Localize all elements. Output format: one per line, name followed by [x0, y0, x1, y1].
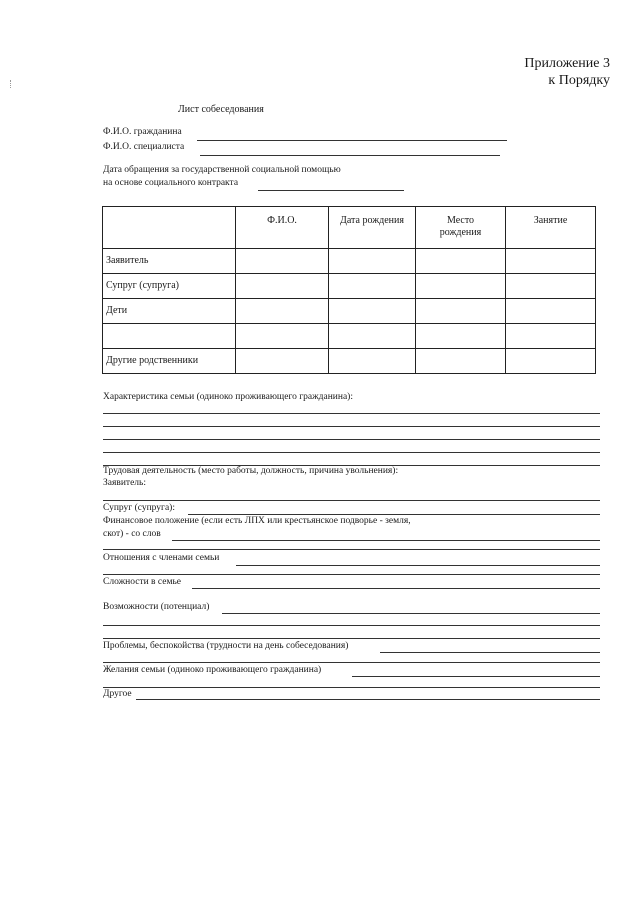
table-header-occupation: Занятие — [506, 207, 596, 249]
difficulties-line[interactable] — [192, 588, 600, 589]
financial-line[interactable] — [172, 540, 600, 541]
table-cell[interactable] — [236, 274, 329, 299]
problems-line[interactable] — [103, 662, 600, 663]
application-date-label-1: Дата обращения за государственной социальной помощью — [103, 165, 341, 175]
application-date-label-2: на основе социального контракта — [103, 178, 239, 188]
table-header-row — [103, 207, 596, 249]
wishes-label: Желания семьи (одиноко проживающего гражданина) — [103, 665, 322, 675]
table-header-cell — [103, 207, 236, 249]
table-cell[interactable] — [506, 324, 596, 349]
relations-line[interactable] — [103, 574, 600, 575]
family-line[interactable] — [103, 426, 600, 427]
table-cell[interactable] — [506, 249, 596, 274]
table-row — [103, 249, 596, 274]
other-line[interactable] — [136, 699, 600, 700]
relations-line[interactable] — [236, 565, 600, 566]
table-row — [103, 349, 596, 374]
financial-line[interactable] — [103, 549, 600, 550]
table-cell[interactable] — [506, 349, 596, 374]
spouse-line[interactable] — [188, 514, 600, 515]
potential-line[interactable] — [222, 613, 600, 614]
table-cell[interactable] — [416, 274, 506, 299]
table-cell[interactable] — [416, 324, 506, 349]
table-header-fio: Ф.И.О. — [236, 207, 329, 249]
table-cell[interactable] — [329, 249, 416, 274]
row-label-empty — [103, 324, 236, 349]
table-cell[interactable] — [329, 324, 416, 349]
table-cell[interactable] — [236, 299, 329, 324]
applicant-line[interactable] — [103, 500, 600, 501]
appendix-title: Приложение 3 — [524, 56, 610, 71]
table-cell[interactable] — [506, 274, 596, 299]
table-header-birth-date: Дата рождения — [329, 207, 416, 249]
problems-label: Проблемы, беспокойства (трудности на день собеседования) — [103, 641, 349, 651]
citizen-fio-line[interactable] — [197, 140, 507, 141]
scan-artifact — [10, 80, 13, 88]
wishes-line[interactable] — [103, 687, 600, 688]
other-label: Другое — [103, 689, 132, 699]
application-date-line[interactable] — [258, 190, 404, 191]
table-row — [103, 324, 596, 349]
family-line[interactable] — [103, 413, 600, 414]
potential-line[interactable] — [103, 638, 600, 639]
specialist-fio-label: Ф.И.О. специалиста — [103, 142, 185, 152]
table-cell[interactable] — [416, 299, 506, 324]
potential-label: Возможности (потенциал) — [103, 602, 210, 612]
labor-activity-label: Трудовая деятельность (место работы, должность, причина увольнения): — [103, 466, 399, 476]
problems-line[interactable] — [380, 652, 600, 653]
wishes-line[interactable] — [352, 676, 600, 677]
table-cell[interactable] — [236, 249, 329, 274]
specialist-fio-line[interactable] — [200, 155, 500, 156]
appendix-subtitle: к Порядку — [548, 73, 610, 88]
row-label-other-relatives: Другие родственники — [103, 349, 236, 374]
financial-label-2: скот) - со слов — [103, 529, 161, 539]
financial-label-1: Финансовое положение (если есть ЛПХ или крестьянское подворье - земля, — [103, 516, 411, 526]
table-cell[interactable] — [416, 249, 506, 274]
table-cell[interactable] — [329, 349, 416, 374]
family-line[interactable] — [103, 439, 600, 440]
table-row — [103, 299, 596, 324]
table-cell[interactable] — [236, 349, 329, 374]
table-cell[interactable] — [236, 324, 329, 349]
row-label-applicant: Заявитель — [103, 249, 236, 274]
table-row — [103, 274, 596, 299]
family-members-table — [102, 206, 596, 374]
table-cell[interactable] — [329, 274, 416, 299]
difficulties-label: Сложности в семье — [103, 577, 182, 587]
applicant-label: Заявитель: — [103, 478, 146, 488]
table-header-birth-place: Место рождения — [416, 207, 506, 249]
row-label-children: Дети — [103, 299, 236, 324]
table-cell[interactable] — [416, 349, 506, 374]
sheet-title: Лист собеседования — [178, 104, 264, 115]
table-cell[interactable] — [329, 299, 416, 324]
row-label-spouse: Супруг (супруга) — [103, 274, 236, 299]
family-characteristics-label: Характеристика семьи (одиноко проживающего гражданина): — [103, 392, 353, 402]
spouse-label: Супруг (супруга): — [103, 503, 175, 513]
citizen-fio-label: Ф.И.О. гражданина — [103, 127, 182, 137]
relations-label: Отношения с членами семьи — [103, 553, 220, 563]
family-line[interactable] — [103, 452, 600, 453]
potential-line[interactable] — [103, 625, 600, 626]
table-cell[interactable] — [506, 299, 596, 324]
